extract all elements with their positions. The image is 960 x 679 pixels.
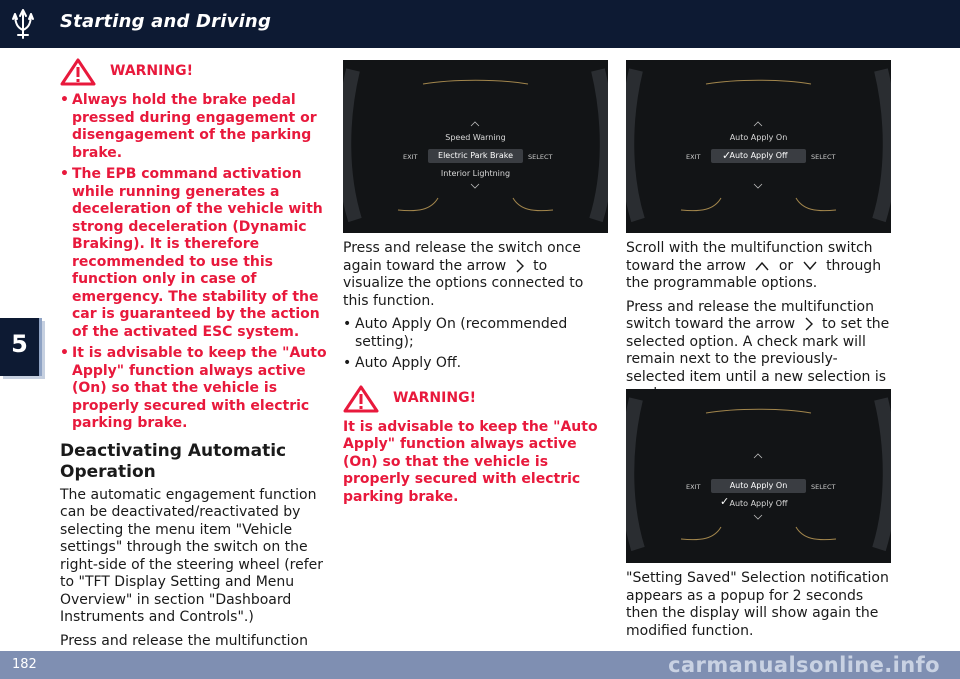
chevron-up-icon — [754, 260, 770, 272]
chevron-down-icon — [802, 260, 818, 272]
gauge-background — [343, 60, 608, 233]
section-title: Deactivating Automatic Operation — [60, 440, 287, 482]
dashboard-screen-3 — [626, 389, 891, 563]
check-mark-icon: ✓ — [720, 495, 730, 508]
dashboard-screen-1 — [343, 60, 608, 233]
chapter-number: 5 — [11, 330, 28, 358]
paragraph-text: or — [778, 257, 794, 274]
menu-item-selected: Auto Apply On — [729, 481, 788, 490]
page-header — [0, 0, 960, 48]
menu-item: Speed Warning — [445, 133, 506, 142]
menu-item: Auto Apply Off — [729, 499, 788, 508]
warning-heading — [343, 385, 611, 413]
column-2 — [343, 240, 611, 506]
check-mark-icon: ✓ — [722, 149, 732, 162]
page-number: 182 — [12, 657, 37, 672]
select-label: SELECT — [811, 153, 836, 161]
gauge-background — [626, 389, 891, 563]
warning-heading — [60, 58, 332, 86]
chevron-right-icon — [804, 316, 814, 332]
paragraph — [343, 240, 611, 310]
column-3 — [626, 240, 892, 410]
paragraph-text: through the programmable options. — [626, 257, 882, 291]
page-title: Starting and Driving — [60, 11, 272, 32]
trident-logo-icon — [8, 8, 38, 40]
list-item: • It is advisable to keep the "Auto Apply" function always active (On) so that the vehicle is properly secured with electric parking brake. — [60, 345, 332, 433]
exit-label: EXIT — [403, 153, 418, 161]
paragraph-text: to set the selected option. A check mark will remain next to the previously-selected item until a new selection is — [626, 316, 890, 385]
paragraph — [626, 240, 892, 293]
select-label: SELECT — [811, 483, 836, 491]
paragraph-text: Press and release the switch once again toward the arrow — [343, 240, 581, 274]
list-item: • Always hold the brake pedal pressed during engagement or disengagement of the parking brake. — [60, 92, 332, 162]
page-footer — [0, 651, 960, 679]
list-item: • The EPB command activation while running generates a deceleration of the vehicle with strong deceleration (Dynamic Braking). It is therefore recommended to use this function only in case of emergency. The stability of the car is guaranteed by the action of the activated ESC system. — [60, 166, 332, 341]
chapter-tab — [0, 318, 42, 376]
column-1 — [60, 58, 332, 679]
options-list — [343, 316, 611, 373]
warning-triangle-icon — [343, 385, 379, 413]
menu-item-selected: Auto Apply Off — [729, 151, 788, 160]
list-item: • Auto Apply On (recommended setting); — [343, 316, 611, 351]
watermark: carmanualsonline.info — [668, 653, 940, 677]
paragraph-text: Scroll with the multifunction switch toward the arrow — [626, 240, 873, 274]
paragraph: The automatic engagement function can be deactivated/reactivated by selecting the menu item "Vehicle settings" through the switch on the right-side of the steering wheel (refer to "TFT Display Setting and Menu Overview" in section "Dashboard Instruments and Controls".) — [60, 486, 324, 625]
paragraph-text: to visualize the options connected to this function. — [343, 257, 584, 309]
exit-label: EXIT — [686, 153, 701, 161]
menu-item: Interior Lightning — [440, 169, 511, 178]
column-3-bottom — [626, 570, 892, 646]
menu-item-selected: Electric Park Brake — [438, 151, 513, 160]
select-label: SELECT — [528, 153, 553, 161]
chevron-right-icon — [515, 258, 525, 274]
paragraph-text: Press and release the multifunction — [60, 632, 308, 649]
list-item: • Auto Apply Off. — [343, 355, 611, 373]
dashboard-screen-2 — [626, 60, 891, 233]
warning-triangle-icon — [60, 58, 96, 86]
warning-label: WARNING! — [110, 63, 193, 80]
exit-label: EXIT — [686, 483, 701, 491]
gauge-background — [626, 60, 891, 233]
warning-list — [60, 92, 332, 433]
warning-text: It is advisable to keep the "Auto Apply" function always active (On) so that the vehicle is properly secured with electric parking brake. — [343, 418, 598, 505]
menu-item: Auto Apply On — [729, 133, 788, 142]
paragraph-text: Press and release the multifunction switch toward the arrow — [626, 298, 874, 332]
paragraph: "Setting Saved" Selection notification appears as a popup for 2 seconds then the display will show again the modified function. — [626, 570, 889, 639]
paragraph — [626, 299, 892, 404]
warning-label: WARNING! — [393, 389, 476, 406]
